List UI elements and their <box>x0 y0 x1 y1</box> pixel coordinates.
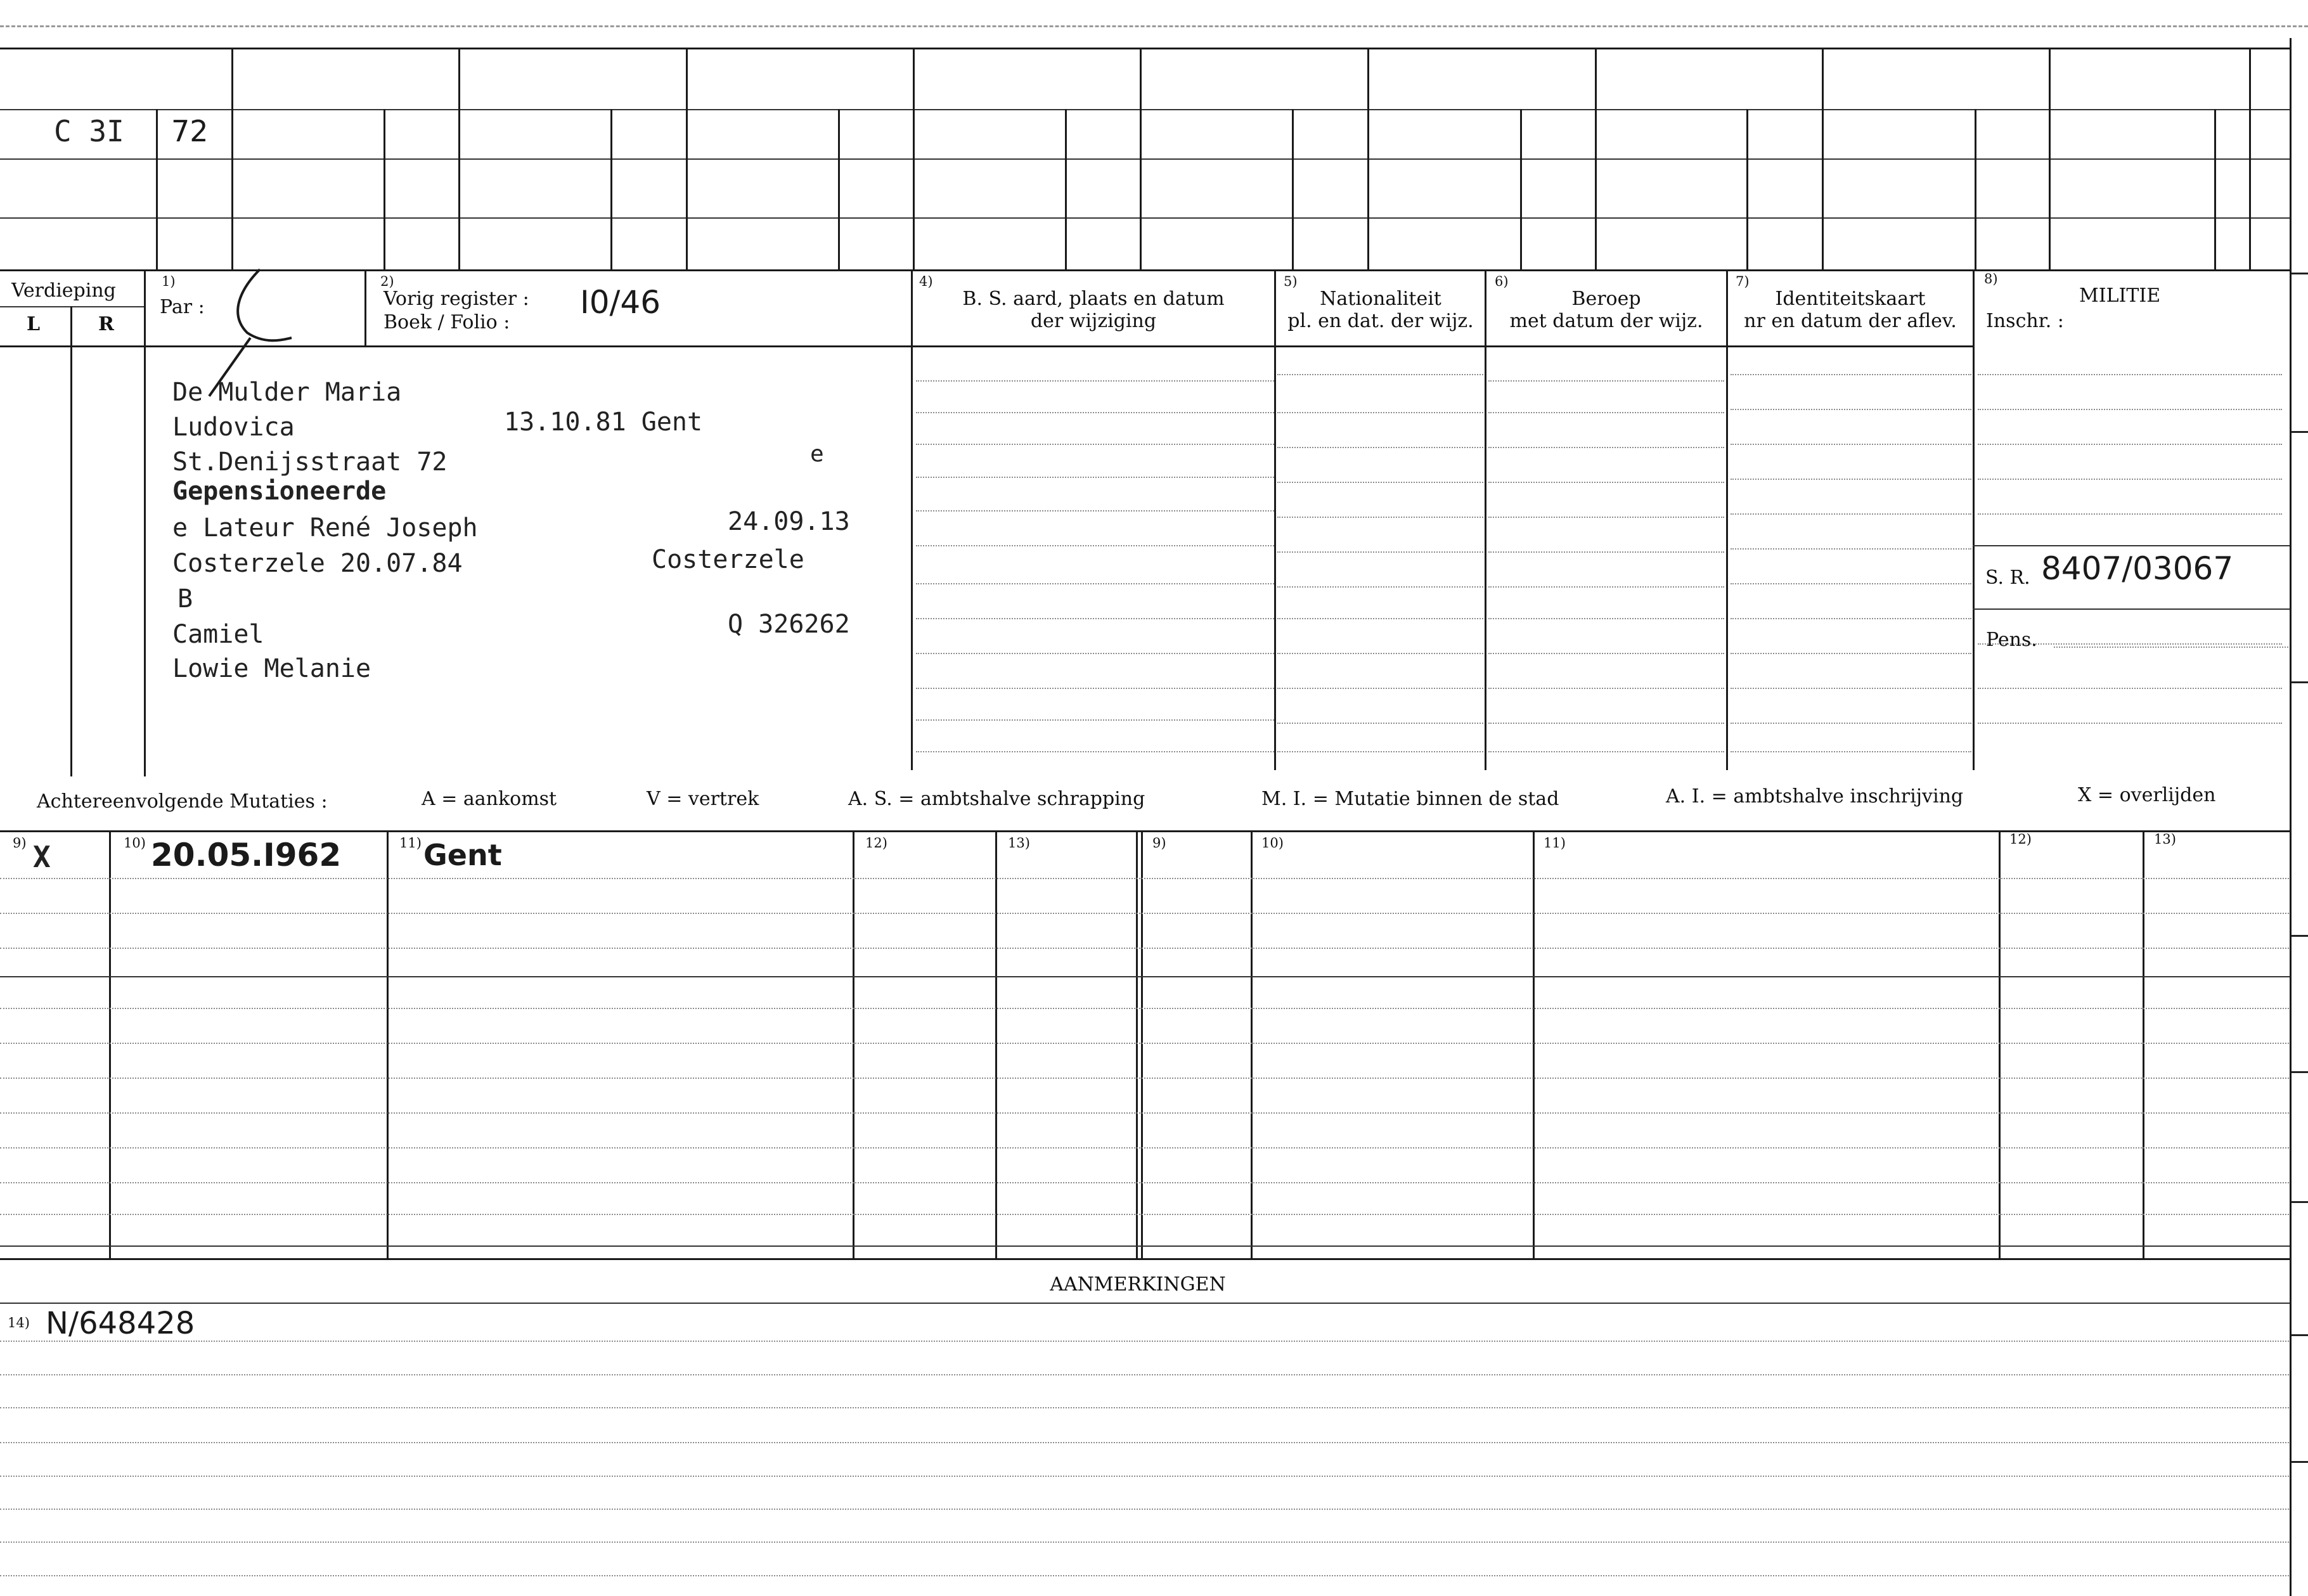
id-line1: Identiteitskaart <box>1775 288 1926 310</box>
mutation-type: X <box>33 840 51 874</box>
person-address: St.Denijsstraat 72 <box>172 447 448 477</box>
legend-mi: M. I. = Mutatie binnen de stad <box>1261 788 1559 810</box>
remarks-title: AANMERKINGEN <box>1050 1273 1226 1296</box>
col-12-right: 12) <box>2009 832 2032 847</box>
mutations-title: Achtereenvolgende Mutaties : <box>37 790 328 813</box>
remarks-separator <box>0 1303 2292 1304</box>
militie-title: MILITIE <box>2079 285 2161 307</box>
person-spouse-birth: Costerzele 20.07.84 <box>172 549 463 578</box>
remarks-num: 14) <box>8 1315 30 1330</box>
nat-line1: Nationaliteit <box>1320 288 1441 310</box>
top-edge-line <box>0 25 2308 27</box>
nat-num: 5) <box>1284 274 1298 289</box>
militie-sr-label: S. R. <box>1985 567 2030 589</box>
col-13-left: 13) <box>1008 835 1030 851</box>
person-line-b: B <box>177 584 193 614</box>
col-10-right: 10) <box>1261 835 1284 851</box>
col-9-right: 9) <box>1152 835 1166 851</box>
col-10-left: 10) <box>124 835 146 851</box>
person-father: Camiel <box>172 620 264 649</box>
id-num: 7) <box>1736 274 1750 289</box>
legend-a: A = aankomst <box>422 788 557 810</box>
bs-num: 4) <box>919 274 933 289</box>
col-11-left: 11) <box>399 835 422 851</box>
militie-pens-label: Pens. <box>1986 629 2037 651</box>
col-12-left: 12) <box>865 835 887 851</box>
beroep-line2: met datum der wijz. <box>1509 310 1703 332</box>
person-name: De Mulder Maria <box>172 378 402 407</box>
beroep-num: 6) <box>1495 274 1509 289</box>
vorig-value: I0/46 <box>580 284 661 321</box>
vorig-num: 2) <box>380 274 394 289</box>
boek-folio-label: Boek / Folio : <box>384 311 510 333</box>
id-line2: nr en datum der aflev. <box>1744 310 1957 332</box>
card-number: 72 <box>171 114 209 148</box>
person-spouse-place: Costerzele <box>652 545 804 574</box>
person-mother: Lowie Melanie <box>172 654 371 683</box>
militie-sr-value: 8407/03067 <box>2041 550 2234 587</box>
legend-ai: A. I. = ambtshalve inschrijving <box>1666 785 1964 808</box>
mutation-place: Gent <box>423 838 502 872</box>
nat-line2: pl. en dat. der wijz. <box>1287 310 1474 332</box>
militie-inschr: Inschr. : <box>1986 310 2064 332</box>
person-spouse-date: 24.09.13 <box>728 507 850 536</box>
mutation-date: 20.05.I962 <box>151 837 342 873</box>
par-label: Par : <box>160 296 205 318</box>
person-name-2: Ludovica <box>172 413 295 442</box>
bs-line1: B. S. aard, plaats en datum <box>962 288 1225 310</box>
person-id-ref: Q 326262 <box>728 610 850 639</box>
remarks-value: N/648428 <box>46 1306 195 1341</box>
beroep-line1: Beroep <box>1571 288 1641 310</box>
par-num: 1) <box>162 274 176 289</box>
bs-line2: der wijziging <box>1030 310 1157 332</box>
legend-v: V = vertrek <box>647 788 759 810</box>
card-series: C 3I <box>54 114 124 148</box>
col-13-right: 13) <box>2154 832 2176 847</box>
col-9-left: 9) <box>13 835 27 851</box>
col-11-right: 11) <box>1544 835 1566 851</box>
legend-x: X = overlijden <box>2078 784 2216 806</box>
verdieping-r: R <box>98 313 114 335</box>
legend-as: A. S. = ambtshalve schrapping <box>848 788 1145 810</box>
person-occupation: Gepensioneerde <box>172 477 387 506</box>
person-spouse: e Lateur René Joseph <box>172 513 478 543</box>
person-birth: 13.10.81 Gent <box>504 408 703 437</box>
vorig-label: Vorig register : <box>384 288 529 310</box>
person-e-mark: e <box>810 441 824 467</box>
verdieping-label: Verdieping <box>11 280 116 302</box>
militie-num: 8) <box>1984 271 1998 286</box>
verdieping-l: L <box>27 313 41 335</box>
right-border <box>2290 38 2292 1596</box>
